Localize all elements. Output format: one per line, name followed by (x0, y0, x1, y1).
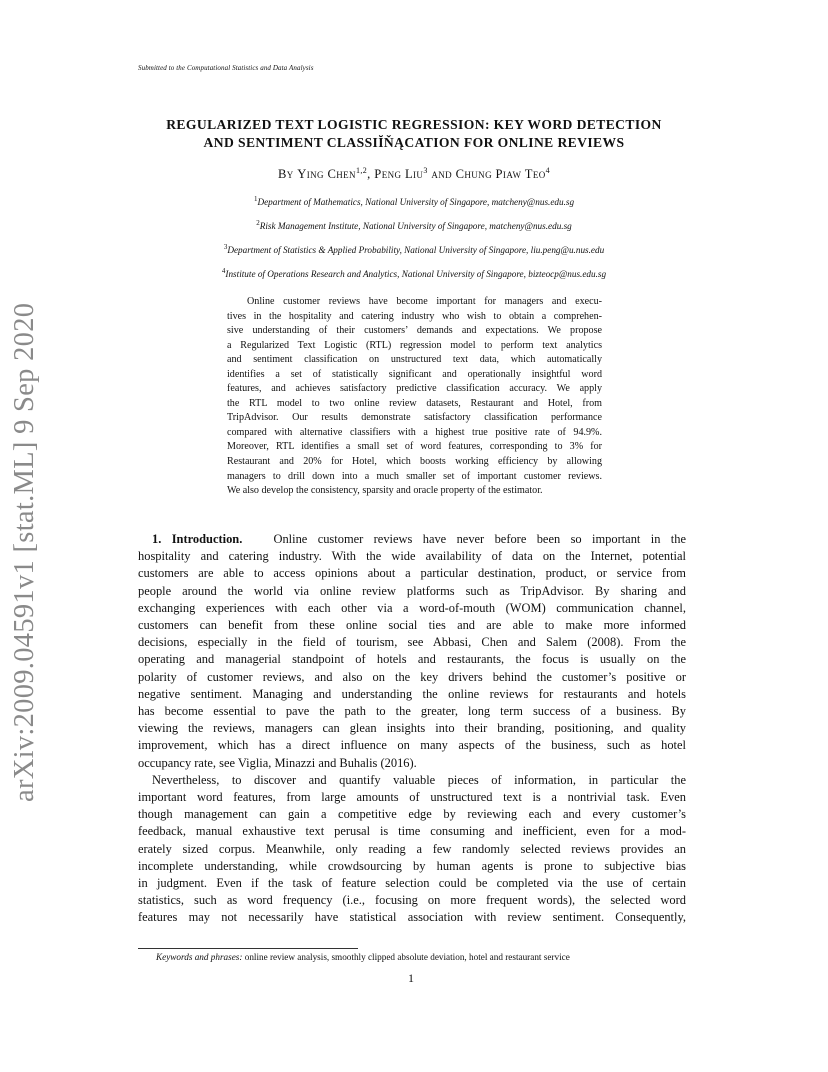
body-line: incomplete understanding, while crowdsourcing by human agents is prone to subjective bias (138, 858, 686, 873)
affiliation-3-sup: 3 (223, 243, 228, 251)
by-label: By (277, 167, 294, 182)
author-2-sup: 3 (423, 166, 428, 175)
affiliation-2-sup: 2 (256, 219, 260, 227)
body-line: erately sized corpus. Meanwhile, only reading a few randomly selected reviews provides an (138, 841, 686, 856)
abstract-line: Restaurant and 20% for Hotel, which boosts working efficiency by allowing (227, 456, 602, 468)
author-line (120, 166, 708, 182)
body-line: decisions, especially in the field of tourism, see Abbasi, Chen and Salem (2008). From the (138, 635, 686, 650)
author-2: Peng Liu (374, 167, 424, 182)
abstract-line: We also develop the consistency, sparsity and oracle property of the estimator. (227, 485, 543, 497)
page-number: 1 (408, 971, 414, 985)
introduction-section (138, 531, 686, 927)
intro-first-line (138, 531, 686, 548)
abstract-line: features, and achieves satisfactory predictive classification accuracy. We apply (227, 383, 602, 395)
abstract-line: identifies a set of statistically significant and operationally insightful word (227, 368, 602, 380)
footnote-rule (138, 948, 358, 949)
and-label: and (431, 167, 453, 182)
body-line: people around the world via online review platforms such as TripAdvisor. By sharing and (138, 583, 686, 598)
affiliation-4 (120, 267, 708, 279)
author-sep: , (367, 167, 371, 182)
body-line: Nevertheless, to discover and quantify valuable pieces of information, in particular the (152, 772, 686, 787)
body-line: in judgment. Even if the task of feature selection could be completed via the use of certain (138, 876, 686, 891)
abstract (227, 295, 602, 499)
affiliation-3 (120, 243, 708, 255)
submission-note: Submitted to the Computational Statistics and Data Analysis (138, 64, 314, 72)
affiliation-4-text: Institute of Operations Research and Analytics, National University of Singapore, bizteocp@nus.edu.sg (225, 269, 607, 280)
body-line: negative sentiment. Managing and understanding the online reviews for restaurants and hotels (138, 686, 686, 701)
abstract-line: Online customer reviews have become important for managers and execu- (247, 296, 602, 307)
affiliation-1 (120, 195, 708, 207)
body-line: customers are able to access opinions about a particular destination, product, or service from (138, 566, 686, 581)
keywords-label: Keywords and phrases: (156, 952, 243, 962)
keywords-text: online review analysis, smoothly clipped absolute deviation, hotel and restaurant service (244, 952, 570, 962)
section-heading: 1. Introduction. (152, 532, 243, 546)
keywords-footnote (138, 952, 686, 962)
author-1: Ying Chen (297, 167, 356, 182)
author-3: Chung Piaw Teo (455, 167, 546, 182)
title-line-1: REGULARIZED TEXT LOGISTIC REGRESSION: KEY WORD DETECTION (166, 117, 662, 132)
affiliation-4-sup: 4 (221, 267, 226, 275)
body-line: improvement, which has a direct influence on many aspects of the business, such as hotel (138, 738, 686, 753)
arxiv-side-stamp: arXiv:2009.04591v1 [stat.ML] 9 Sep 2020 (9, 302, 40, 802)
title-line-2: AND SENTIMENT CLASSIĬŇĄCATION FOR ONLINE REVIEWS (203, 135, 625, 150)
affiliation-3-text: Department of Statistics & Applied Probability, National University of Singapore, liu.peng@u.nus.edu (227, 245, 605, 256)
body-line: though management can gain a competitive edge by reviewing each and every customer’s (138, 807, 686, 822)
abstract-line: Moreover, RTL identifies a small set of word features, corresponding to 3% for (227, 441, 602, 453)
abstract-line: managers to drill down into a much smaller set of important customer reviews. (227, 470, 602, 482)
abstract-line: compared with alternative classifiers with a highest true positive rate of 94.9%. (227, 426, 602, 438)
intro-first-text: Online customer reviews have never before been so important in the (273, 532, 686, 546)
affiliation-2-text: Risk Management Institute, National University of Singapore, matcheny@nus.edu.sg (259, 221, 572, 232)
affiliation-1-text: Department of Mathematics, National University of Singapore, matcheny@nus.edu.sg (257, 197, 575, 208)
body-line: statistics, such as word frequency (i.e., focusing on more frequent words), the selected word (138, 893, 686, 908)
abstract-line: tives in the hospitality and catering industry who wish to obtain a comprehen- (227, 310, 602, 322)
body-line: feedback, manual exhaustive text perusal is time consuming and inefficient, even for a mod- (138, 824, 686, 839)
body-line: exchanging experiences with each other via a word-of-mouth (WOM) communication channel, (138, 600, 686, 615)
body-line: operating and managerial standpoint of hotels and restaurants, the focus is usually on the (138, 652, 686, 667)
author-3-sup: 4 (545, 166, 551, 175)
abstract-line: sive understanding of their customers’ demands and expectations. We propose (227, 325, 602, 337)
body-line: features may not necessarily have statistical association with review sentiment. Consequently, (138, 910, 686, 925)
affiliation-1-sup: 1 (253, 195, 258, 203)
body-line: important word features, from large amounts of unstructured text is a nontrivial task. Even (138, 790, 686, 805)
body-line: polarity of customer reviews, and also on the key drivers behind the customer’s positive or (138, 669, 686, 684)
author-1-sup: 1,2 (355, 166, 368, 175)
abstract-line: TripAdvisor. Our results demonstrate satisfactory classification performance (227, 412, 602, 424)
body-line: customers can benefit from these online social ties and are able to make more informed (138, 618, 686, 633)
abstract-line: the RTL model to two online review datasets, Restaurant and Hotel, from (227, 397, 602, 409)
body-line: occupancy rate, see Viglia, Minazzi and Buhalis (2016). (138, 755, 417, 770)
paper-title (120, 116, 708, 152)
affiliation-2 (120, 219, 708, 231)
body-line: viewing the reviews, managers can glean insights into their branding, positioning, and quality (138, 721, 686, 736)
abstract-line: a Regularized Text Logistic (RTL) regression model to perform text analytics (227, 339, 602, 351)
abstract-line: and sentiment classification on unstructured text data, which automatically (227, 354, 602, 366)
body-line: has become essential to pave the path to the greater, long term success of a business. By (138, 704, 686, 719)
body-line: hospitality and catering industry. With the wide availability of data on the Internet, potential (138, 549, 686, 564)
